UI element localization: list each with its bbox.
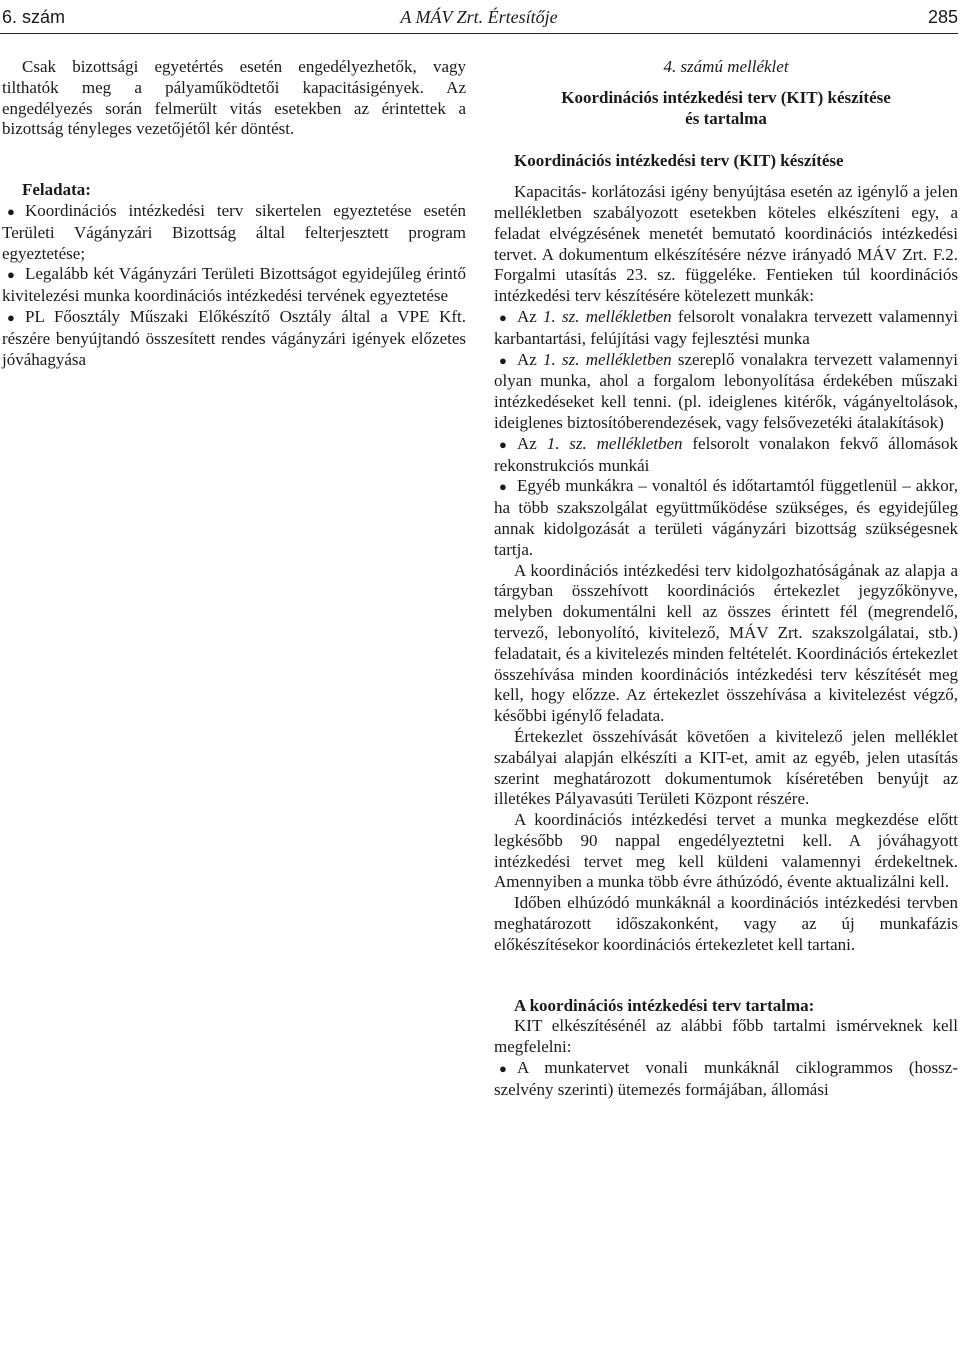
paragraph-kit-intro: Kapacitás- korlátozási igény benyújtása esetén az igénylő a jelen mellékletben szabályozott esetekben köteles elkészíteni egy, a feladat elvégzésének menetét bemutató koordinációs intézkedési tervet. A dokumentum elkészítésére nézve irányadó MÁV Zrt. F.2. Forgalmi utasítás 23. sz. függeléke. Fentieken túl koordinációs intézkedési terv készítésére kötelezett munkák:	[494, 182, 958, 306]
paragraph: KIT elkészítésénél az alábbi főbb tartalmi ismérveknek kell megfelelni:	[494, 1016, 958, 1057]
paragraph: Értekezlet összehívását követően a kivitelező jelen melléklet szabályai alapján elkészíti a KIT-et, amit az egyéb, jelen utasítás szerint meghatározott dokumentumok kíséretében benyújt az illetékes Pályavasúti Területi Központ részére.	[494, 726, 958, 809]
bullet-icon: ●	[499, 309, 507, 325]
header-rule	[0, 33, 958, 34]
list-item-text: Koordinációs intézkedési terv sikertelen egyeztetése esetén Területi Vágányzári Bizottság által felterjesztett program egyeztetése;	[2, 200, 466, 263]
intro-paragraph: Csak bizottsági egyetértés esetén engedélyezhetők, vagy tilthatók meg a pályaműködtetői kapacitásigények. Az engedélyezés során felmerült vitás esetekben az érintettek a bizottság tényleges vezetőjétől kér döntést.	[2, 57, 466, 139]
paragraph: A koordinációs intézkedési tervet a munka megkezdése előtt legkésőbb 90 nappal engedélyeztetni kell. A jóváhagyott intézkedési tervet meg kell küldeni valamennyi érdekeltnek. Amennyiben a munka több évre áthúzódó, évente aktualizálni kell.	[494, 810, 958, 892]
list-item: ● Az 1. sz. mellékletben felsorolt vonalakra tervezett valamennyi karbantartási, felújítási vagy fejlesztési munka	[494, 306, 958, 348]
list-item-text: Legalább két Vágányzári Területi Bizottságot egyidejűleg érintő kivitelezési munka koordinációs intézkedési tervének egyeztetése	[2, 264, 466, 306]
list-item: ● Egyéb munkákra – vonaltól és időtartamtól függetlenül – akkor, ha több szakszolgálat együttműködése szükséges, és egyidejűleg annak kidolgozását a területi vágányzári bizottság szükségesnek tartja.	[494, 476, 958, 559]
list-item	[2, 264, 466, 307]
bullet-icon: ●	[499, 1061, 507, 1077]
list-item	[2, 201, 466, 264]
paragraph: A koordinációs intézkedési terv kidolgozhatóságának az alapja a tárgyban összehívott koordinációs értekezlet jegyzőkönyve, melyben dokumentálni kell az összes érintett fél (megrendelő, tervező, lebonyolító, kivitelező, MÁV Zrt. szakszolgálatai, stb.) feladatait, és a kivitelezés minden feltételét. Koordinációs értekezlet összehívása minden koordinációs intézkedési terv készítését meg kell, hogy előzze. Az értekezlet összehívása a kivitelezést végző, későbbi igénylő feladata.	[494, 560, 958, 726]
bullet-icon: ●	[499, 436, 507, 452]
annex-title-line2: és tartalma	[685, 108, 767, 128]
annex-title-line1: Koordinációs intézkedési terv (KIT) készítése	[561, 87, 891, 107]
list-item: ● A munkatervet vonali munkáknál ciklogrammos (hossz-szelvény szerinti) ütemezés formájában, állomási	[494, 1058, 958, 1099]
bullet-icon: ●	[499, 352, 507, 368]
section-heading-kit: Koordinációs intézkedési terv (KIT) készítése	[514, 151, 844, 171]
page-number: 285	[927, 7, 958, 27]
left-column	[2, 57, 466, 370]
page-header	[0, 6, 958, 30]
annex-label: 4. számú melléklet	[663, 57, 789, 76]
bullet-icon: ●	[499, 479, 507, 495]
publication-title: A MÁV Zrt. Értesítője	[400, 7, 558, 27]
list-item: ● Az 1. sz. mellékletben szereplő vonalakra tervezett valamennyi olyan munka, ahol a forgalom lebonyolítása érdekében műszaki intézkedéseket kell tenni. (pl. ideiglenes kitérők, vágányeltolások, ideiglenes biztosítóberendezések, vagy felsővezetéki átalakítások)	[494, 349, 958, 432]
list-item-text: PL Főosztály Műszaki Előkészítő Osztály által a VPE Kft. részére benyújtandó összesített rendes vágányzári igények előzetes jóváhagyása	[2, 306, 466, 369]
bullet-icon: ●	[7, 309, 15, 325]
bullet-icon: ●	[7, 203, 15, 219]
issue-number: 6. szám	[2, 7, 66, 27]
list-item	[2, 307, 466, 370]
paragraph: Időben elhúzódó munkáknál a koordinációs intézkedési tervben meghatározott időszakonként, vagy az új munkafázis előkészítésekor koordinációs értekezletet kell tartani.	[494, 893, 958, 954]
list-item: ● Az 1. sz. mellékletben felsorolt vonalakon fekvő állomások rekonstrukciós munkái	[494, 433, 958, 475]
feladata-heading: Feladata:	[22, 180, 91, 200]
section-heading-content: A koordinációs intézkedési terv tartalma:	[514, 995, 815, 1015]
right-column	[494, 57, 958, 1101]
bullet-icon: ●	[7, 267, 15, 283]
